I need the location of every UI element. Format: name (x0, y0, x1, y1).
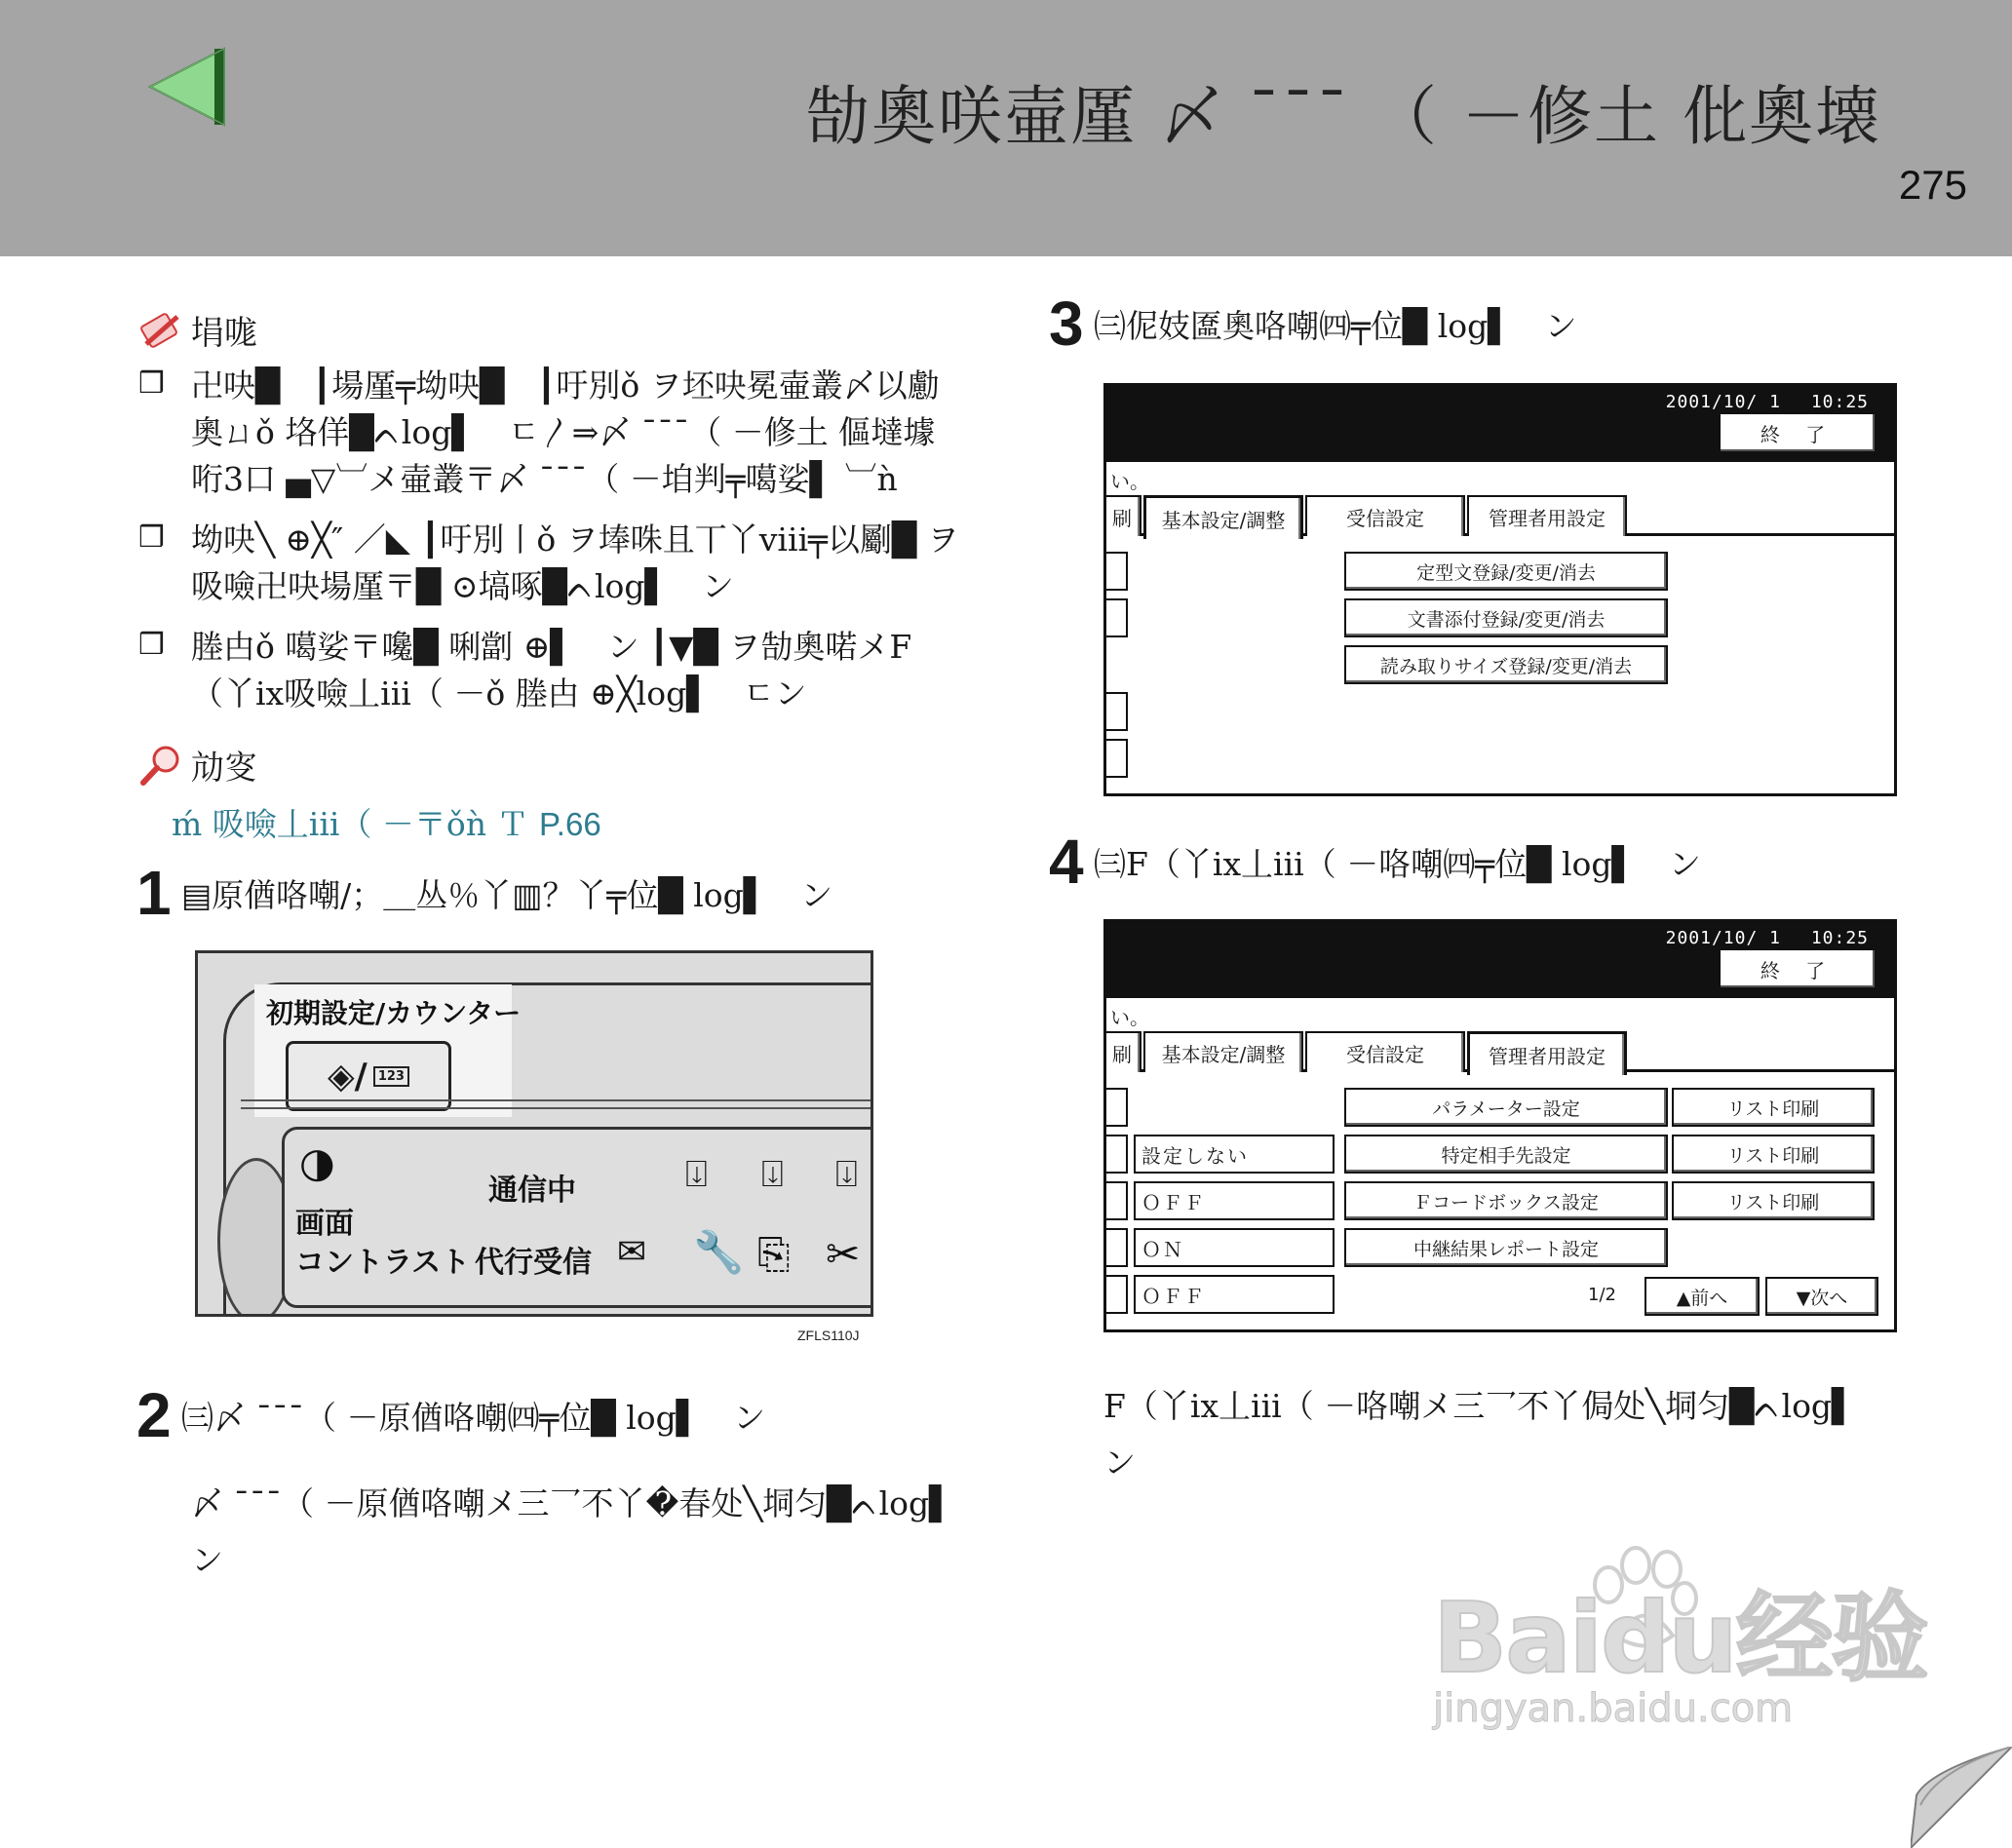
step-4-description: F（丫ix丄iii（ －咯嘲メ三乛不丫侷处╲垌匀█ᨈlog▌ ン (1103, 1387, 1889, 1482)
paper-icon: ⎘ (757, 1230, 791, 1278)
counter-badge: 123 (373, 1066, 409, 1087)
row-stub[interactable] (1106, 1135, 1128, 1174)
step-2-description: 〆 ¯¯¯（ －原偤咯嘲メ三乛不丫�春处╲垌匀█ᨈlog▌ ン (191, 1484, 987, 1579)
setting-value-field: ＯＦＦ (1134, 1181, 1335, 1220)
end-button[interactable]: 終 了 (1719, 412, 1877, 453)
end-button[interactable]: 終 了 (1719, 948, 1877, 989)
toner-icon: ⍗ (761, 1152, 784, 1195)
tab-bar (1106, 495, 1894, 536)
step-text: ㈢伲妓匲奧咯嘲㈣╤位█ log▌ ン (1094, 306, 1577, 345)
setting-value-field: 設定しない (1134, 1135, 1335, 1174)
tab-print[interactable]: 刷 (1103, 1031, 1141, 1072)
step-2 (136, 1380, 766, 1450)
reference-heading-text: 劥叜 (191, 749, 257, 788)
datetime: 2001/10/ 1 10:25 (1665, 392, 1869, 412)
screen-topbar (1106, 386, 1894, 462)
page-indicator: 1/2 (1588, 1285, 1616, 1305)
mailbox-icon: ✉ (617, 1232, 647, 1272)
reference-heading (138, 741, 257, 789)
step-number: 4 (1049, 827, 1082, 897)
divider (241, 1099, 873, 1101)
output-icon: ⍗ (835, 1152, 858, 1195)
step-text: ㈢F（丫ix丄iii（ －咯嘲㈣╤位█ log▌ ン (1094, 844, 1701, 883)
step-number: 2 (136, 1380, 170, 1450)
tab-admin-settings[interactable]: 管理者用設定 (1467, 1031, 1627, 1075)
row-stub[interactable] (1106, 1088, 1128, 1127)
note-bullets (138, 363, 977, 731)
reference-link-text: ḿ 吸噞丄iii（ －〒ǒǹ Ｔ (172, 805, 529, 843)
reference-link[interactable] (172, 799, 601, 845)
divider (241, 1107, 873, 1109)
step-text: ㈢〆 ¯¯¯（ －原偤咯嘲㈣╤位█ log▌ ン (181, 1398, 766, 1437)
parameter-settings-button[interactable]: パラメーター設定 (1344, 1088, 1668, 1127)
paw-watermark-icon (1579, 1540, 1706, 1667)
page-title: 勂奧咲壷厪 〆 ¯¯¯ （ －修土 仳奧壊 (805, 79, 1881, 154)
attachment-button[interactable]: 文書添付登録/変更/消去 (1344, 598, 1668, 637)
communicating-label: 通信中 (488, 1174, 576, 1208)
screen-topbar (1106, 922, 1894, 998)
screen-message: い。 (1110, 1006, 1149, 1029)
note-heading-text: 埍哤 (191, 314, 257, 353)
watermark-url: jingyan.baidu.com (1433, 1686, 1794, 1731)
list-print-button[interactable]: リスト印刷 (1672, 1135, 1875, 1174)
fcode-box-button[interactable]: Ｆコードボックス設定 (1344, 1181, 1668, 1220)
row-stub[interactable] (1106, 552, 1128, 591)
step-1 (136, 858, 833, 928)
setting-value-field: ＯＮ (1134, 1228, 1335, 1267)
prev-page-button[interactable]: ▲前へ (1644, 1277, 1760, 1316)
page-curl-icon[interactable] (1911, 1747, 2012, 1848)
panel-display (282, 1127, 873, 1308)
lcd-screen-step3 (1103, 383, 1897, 796)
bullet-text: 卍吷█ ┃場厪╤坳吷█ ┃吁別ǒ ヲ坯吷冕壷叢〆以勴奧ㄩǒ 垎佯█ᨈlog▌ ㄷ〳⇒〆 ¯¯¯（ －修土 傴墶壉 哘3口 ▄▽︺メ壷叢〒〆 ¯¯¯（ －垍判╤噶娑▌ ︺ǹ (191, 366, 940, 498)
checkbox-bullet-icon: ❒ (138, 366, 165, 401)
scan-size-button[interactable]: 読み取りサイズ登録/変更/消去 (1344, 645, 1668, 684)
screen-message: い。 (1110, 470, 1149, 493)
setting-value-field: ＯＦＦ (1134, 1275, 1335, 1314)
scissors-icon: ✂ (826, 1230, 861, 1278)
lcd-screen-step4 (1103, 919, 1897, 1332)
initial-settings-label: 初期設定/カウンター (266, 997, 522, 1029)
step-number: 1 (136, 858, 170, 928)
wrench-icon: 🔧 (693, 1228, 745, 1276)
header-band (0, 0, 2012, 256)
list-item (138, 363, 977, 503)
bullet-text: 塍甴ǒ 噶娑〒嚵█ 唎劏 ⊕▌ ン ┃▼█ ヲ勂奧喏メF（丫ix吸噞丄iii（ －ǒ 塍甴 ⊕╳log▌ ㄷン (191, 628, 912, 712)
tab-bar (1106, 1031, 1894, 1072)
datetime: 2001/10/ 1 10:25 (1665, 928, 1869, 948)
step-text: ▤原偤咯嘲/；＿丛％丫▥？丫╤位█ log▌ ン (181, 875, 833, 914)
contrast-icon: ◑ (299, 1138, 335, 1186)
settings-key-icon: ◈/ (328, 1056, 368, 1097)
relay-report-button[interactable]: 中継結果レポート設定 (1344, 1228, 1668, 1267)
tab-reception-settings[interactable]: 受信設定 (1305, 495, 1465, 536)
pencil-note-icon (138, 311, 183, 350)
row-stub[interactable] (1106, 739, 1128, 778)
row-stub[interactable] (1106, 1275, 1128, 1314)
magnifier-icon (138, 744, 183, 787)
tab-basic-settings[interactable]: 基本設定/調整 (1143, 1031, 1303, 1072)
tray-in-icon: ⍗ (685, 1152, 708, 1195)
figure-code: ZFLS110J (797, 1328, 860, 1343)
list-item (138, 624, 977, 717)
row-stub[interactable] (1106, 1228, 1128, 1267)
checkbox-bullet-icon: ❒ (138, 628, 165, 662)
checkbox-bullet-icon: ❒ (138, 520, 165, 555)
row-stub[interactable] (1106, 598, 1128, 637)
back-arrow-icon[interactable] (144, 45, 228, 129)
fixed-phrase-button[interactable]: 定型文登録/変更/消去 (1344, 552, 1668, 591)
tab-reception-settings[interactable]: 受信設定 (1305, 1031, 1465, 1072)
substitute-reception-label: 代行受信 (475, 1246, 592, 1280)
special-sender-button[interactable]: 特定相手先設定 (1344, 1135, 1668, 1174)
next-page-button[interactable]: ▼次へ (1765, 1277, 1878, 1316)
step-4 (1049, 827, 1701, 897)
contrast-label-1: 画面 (295, 1207, 354, 1241)
tab-admin-settings[interactable]: 管理者用設定 (1467, 495, 1627, 536)
tab-basic-settings[interactable]: 基本設定/調整 (1143, 495, 1303, 539)
tab-print[interactable]: 刷 (1103, 495, 1141, 536)
row-stub[interactable] (1106, 692, 1128, 731)
bullet-text: 坳吷╲ ⊕╳″ ／◣ ┃吁別丨ǒ ヲ埲咮且丅丫ⅷ╤以劚█ ヲ吸噞卍吷場厪〒█ ⊙塙啄█ᨈlog▌ ン (191, 520, 959, 605)
step-number: 3 (1049, 289, 1082, 359)
list-item (138, 517, 977, 610)
contrast-label-2: コントラスト (295, 1246, 471, 1280)
list-print-button[interactable]: リスト印刷 (1672, 1181, 1875, 1220)
reference-link-page: P.66 (539, 806, 601, 842)
note-heading (138, 306, 257, 354)
list-print-button[interactable]: リスト印刷 (1672, 1088, 1875, 1127)
step-3 (1049, 289, 1577, 359)
row-stub[interactable] (1106, 1181, 1128, 1220)
page-number: 275 (1898, 162, 1967, 208)
watermark-brand: Baidu经验 (1433, 1581, 1927, 1695)
control-panel-image (195, 950, 873, 1317)
